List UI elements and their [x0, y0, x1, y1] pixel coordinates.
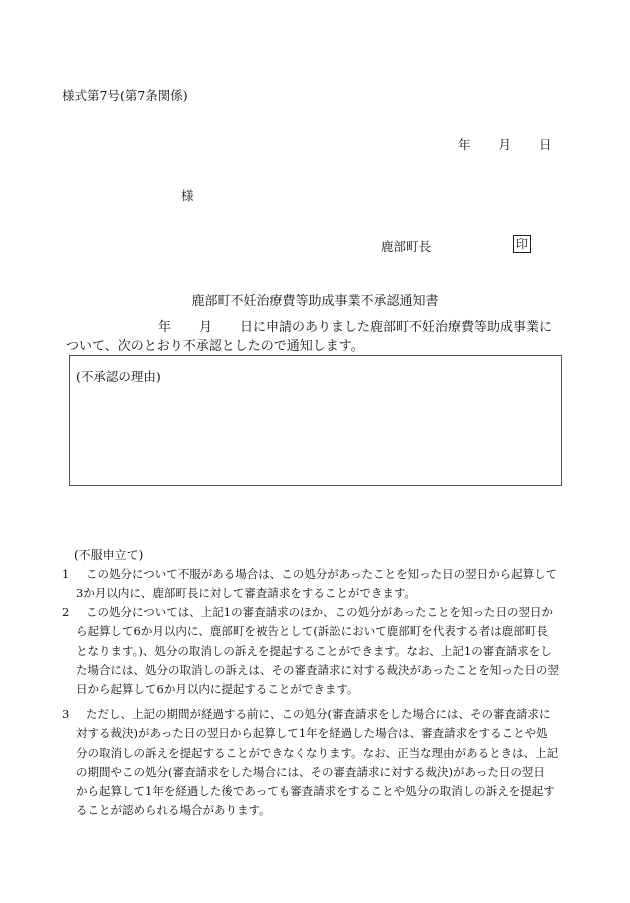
document-title: 鹿部町不妊治療費等助成事業不承認通知書 — [191, 294, 439, 309]
appeal-clause-1 — [62, 565, 572, 604]
clause-line: 対する裁決)があった日の翌日から起算して1年を経過した場合は、審査請求をすることや処 — [76, 726, 548, 741]
reason-box — [69, 355, 562, 486]
date-year: 年 — [458, 137, 471, 152]
reason-label: (不承認の理由) — [76, 369, 161, 384]
body-month: 月 — [199, 320, 213, 335]
clause-line: から起算して1年を経過した後であっても審査請求をすることや処分の取消しの訴えを提起す — [76, 784, 555, 799]
clause-line: となります。)、処分の取消しの訴えを提起することができます。なお、上記1の審査請求をし — [76, 643, 552, 658]
appeal-clause-3 — [62, 705, 572, 821]
clause-line: の期間やこの処分(審査請求をした場合には、その審査請求に対する裁決)があった日の翌日 — [76, 764, 545, 779]
clause-number: 3 — [62, 707, 70, 721]
body-year: 年 — [158, 320, 172, 335]
clause-line: た場合には、処分の取消しの訴えは、その審査請求に対する裁決があったことを知った日の翌 — [76, 662, 559, 677]
appeal-clause-2 — [62, 603, 572, 699]
clause-number: 1 — [62, 567, 70, 581]
body-line-2: ついて、次のとおり不承認としたので通知します。 — [66, 339, 364, 354]
date-month: 月 — [498, 137, 512, 152]
clause-line: ただし、上記の期間が経過する前に、この処分(審査請求をした場合には、その審査請求に — [86, 707, 551, 721]
clause-line: 3か月以内に、鹿部町長に対して審査請求をすることができます。 — [76, 586, 416, 601]
addressee-honorific: 様 — [181, 188, 194, 203]
date-day: 日 — [539, 137, 552, 152]
seal-mark: 印 — [513, 235, 531, 253]
clause-number: 2 — [62, 605, 70, 619]
body-line-1-rest: 日に申請のありました鹿部町不妊治療費等助成事業に — [240, 320, 553, 335]
date-line — [458, 135, 552, 153]
issuer-name: 鹿部町長 — [381, 239, 432, 254]
body-line-1 — [66, 316, 552, 335]
clause-line: 分の取消しの訴えを提起することができなくなります。なお、正当な理由があるときは、上記 — [76, 745, 559, 760]
clause-line: 日から起算して6か月以内に提起することができます。 — [76, 682, 359, 697]
appeal-heading: (不服申立て) — [74, 548, 144, 562]
form-number: 様式第7号(第7条関係) — [62, 88, 188, 103]
clause-line: ることが認められる場合があります。 — [76, 803, 271, 818]
clause-line: この処分について不服がある場合は、この処分があったことを知った日の翌日から起算して — [86, 567, 558, 581]
clause-line: ら起算して6か月以内に、鹿部町を被告として(訴訟において鹿部町を代表する者は鹿部町長 — [76, 624, 548, 639]
clause-line: この処分については、上記1の審査請求のほか、この処分があったことを知った日の翌日か — [86, 605, 553, 619]
